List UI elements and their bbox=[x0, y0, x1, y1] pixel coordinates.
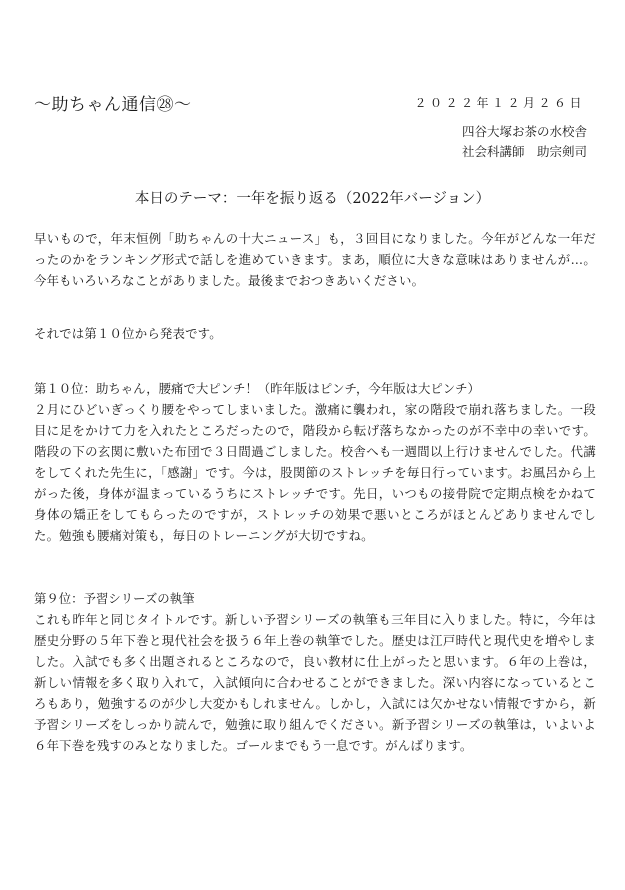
section-heading-rank-10: 第１０位：助ちゃん，腰痛で大ピンチ！（昨年版はピンチ，今年版は大ピンチ） bbox=[34, 381, 480, 396]
lead-paragraph bbox=[34, 323, 596, 344]
intro-paragraph bbox=[34, 228, 596, 291]
section-heading-rank-9: 第９位：予習シリーズの執筆 bbox=[34, 591, 195, 606]
theme-heading: 本日のテーマ：一年を振り返る（2022年バージョン） bbox=[134, 191, 491, 207]
intro-text: 早いもので，年末恒例「助ちゃんの十大ニュース」も，３回目になりました。今年がどんな一年だったのかをランキング形式で話しを進めていきます。まあ，順位に大きな意味はありませんが…。今年もいろいろなことがありました。最後までおつきあいください。 bbox=[34, 231, 596, 288]
issue-date: ２０２２年１２月２６日 bbox=[414, 96, 585, 110]
section-text: ２月にひどいぎっくり腰をやってしまいました。激痛に襲われ，家の階段で崩れ落ちました。一段目に足をかけて力を入れたところだったので，階段から転げ落ちなかったのが不幸中の幸いです。階段の下の玄関に敷いた布団で３日間過ごしました。校舎へも一週間以上行けませんでした。代講をしてくれた先生に，「感謝」です。今は，股関節のストレッチを毎日行っています。お風呂から上がった後，身体が温まっているうちにストレッチです。先日，いつもの接骨院で定期点検をかねて身体の矯正をしてもらったのですが，ストレッチの効果で悪いところがほとんどありませんでした。勉強も腰痛対策も，毎日のトレーニングが大切ですね。 bbox=[34, 402, 596, 543]
school-name: 四谷大塚お茶の水校舎 bbox=[461, 124, 587, 139]
section-text: これも昨年と同じタイトルです。新しい予習シリーズの執筆も三年目に入りました。特に，今年は歴史分野の５年下巻と現代社会を扱う６年上巻の執筆でした。歴史は江戸時代と現代史を増やしました。入試でも多く出題されるところなので，良い教材に仕上がったと思います。６年の上巻は，新しい情報を多く取り入れて，入試傾向に合わせることができました。深い内容になっているところもあり，勉強するのが少し大変かもしれません。しかし，入試には欠かせない情報ですから，新予習シリーズをしっかり読んで，勉強に取り組んでください。新予習シリーズの執筆は，いよいよ６年下巻を残すのみとなりました。ゴールまでもう一息です。がんばります。 bbox=[34, 612, 596, 753]
section-body-rank-9 bbox=[34, 609, 596, 756]
section-body-rank-10 bbox=[34, 399, 596, 546]
newsletter-title: ～助ちゃん通信㉘～ bbox=[34, 95, 192, 115]
lead-text: それでは第１０位から発表です。 bbox=[34, 326, 222, 341]
teacher-name: 社会科講師 助宗剣司 bbox=[461, 144, 587, 159]
